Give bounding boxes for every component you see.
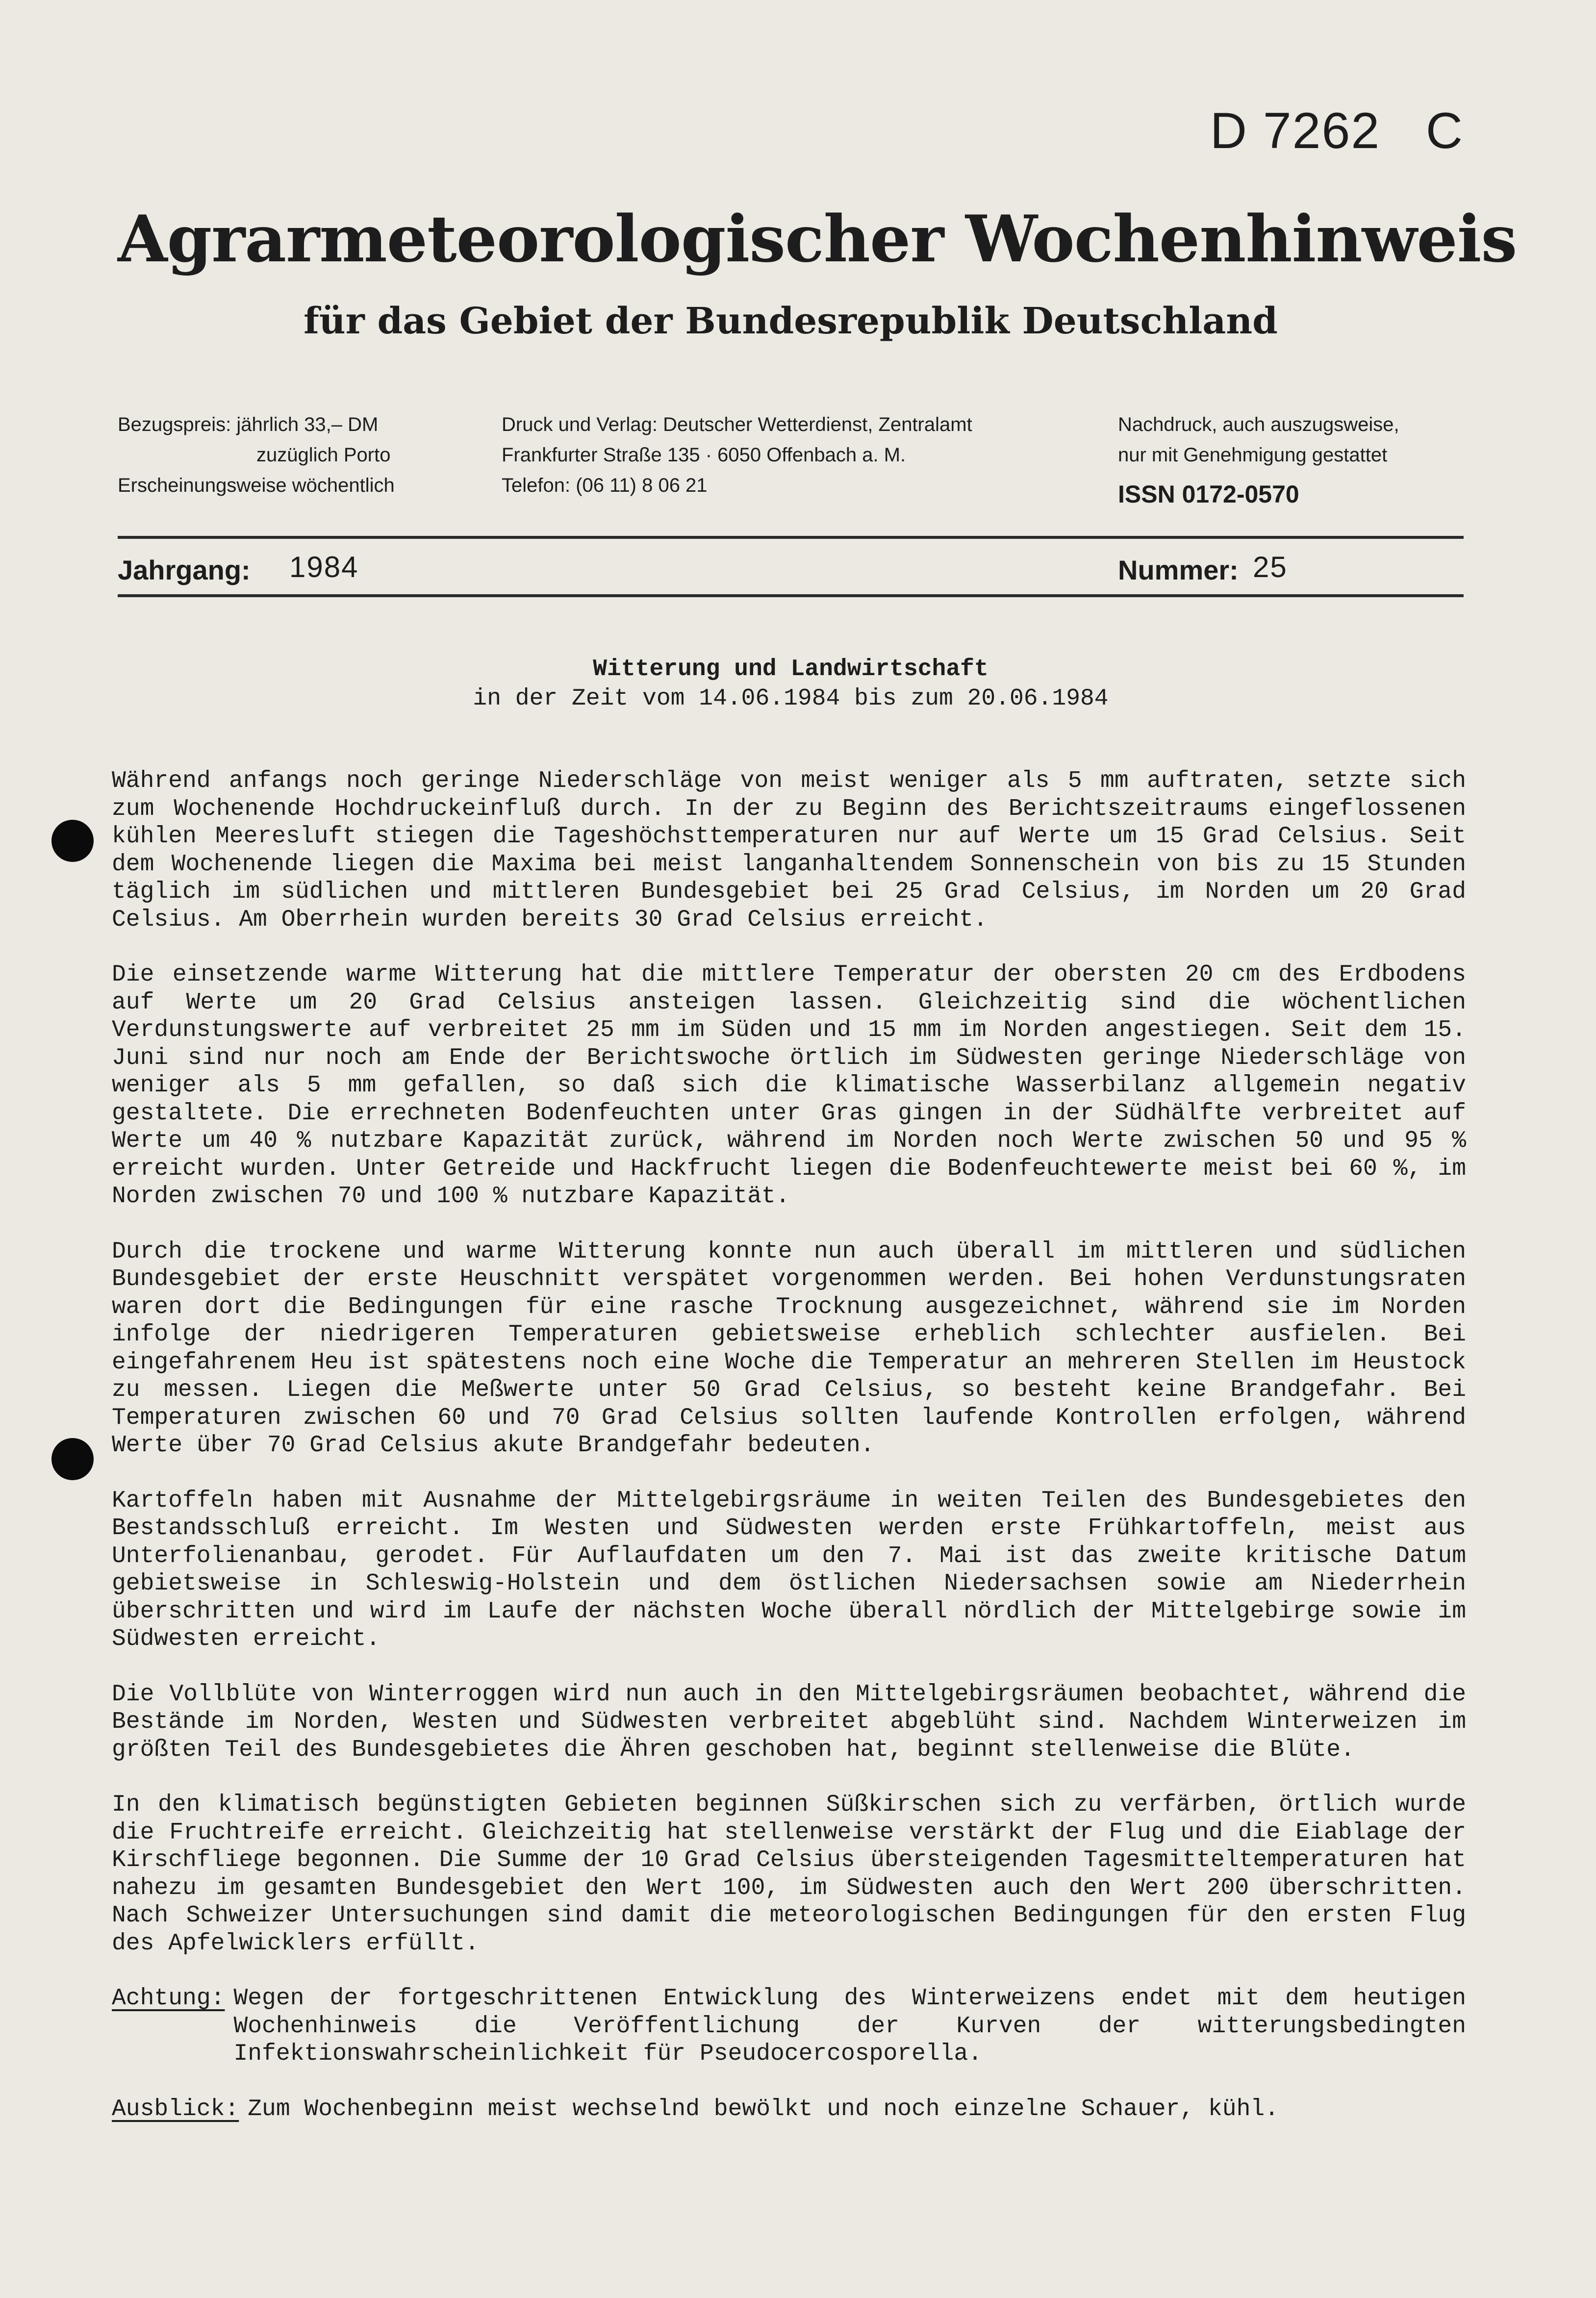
note-outlook: [112, 2096, 1466, 2123]
info-line: Druck und Verlag: Deutscher Wetterdienst, Zentralamt: [502, 414, 972, 435]
paragraph: Die einsetzende warme Witterung hat die mittlere Temperatur der obersten 20 cm des Erdbodens auf Werte um 20 Grad Celsius ansteigen lassen. Gleichzeitig sind die wöchentlichen Verdunstungswerte auf verbreitet 25 mm im Süden und 15 mm im Norden angestiegen. Seit dem 15. Juni sind nur noch am Ende der Berichtswoche örtlich im Südwesten geringe Niederschläge von weniger als 5 mm gefallen, so daß sich die klimatische Wasserbilanz allgemein negativ gestaltete. Die errechneten Bodenfeuchten unter Gras gingen in der Südhälfte verbreitet auf Werte um 40 % nutzbare Kapazität zurück, während im Norden noch Werte zwischen 50 und 95 % erreicht wurden. Unter Getreide und Hackfrucht liegen die Bodenfeuchtewerte meist bei 60 %, im Norden zwischen 70 und 100 % nutzbare Kapazität.: [112, 961, 1466, 1210]
paragraph: Während anfangs noch geringe Niederschläge von meist weniger als 5 mm auftraten, setzte sich zum Wochenende Hochdruckeinfluß durch. In der zu Beginn des Berichtszeitraums eingeflossenen kühlen Meeresluft stiegen die Tageshöchsttemperaturen nur auf Werte um 15 Grad Celsius. Seit dem Wochenende liegen die Maxima bei meist langanhaltendem Sonnenschein von bis zu 15 Stunden täglich im südlichen und mittleren Bundesgebiet bei 25 Grad Celsius, im Norden um 20 Grad Celsius. Am Oberrhein wurden bereits 30 Grad Celsius erreicht.: [112, 768, 1466, 933]
info-line: Bezugspreis: jährlich 33,– DM: [118, 414, 379, 435]
report-period: in der Zeit vom 14.06.1984 bis zum 20.06.1984: [473, 685, 1109, 712]
year-value: 1984: [289, 551, 359, 583]
year-label: Jahrgang:: [118, 555, 251, 585]
publication-title: Agrarmeteorologischer Wochenhinweis: [118, 201, 1517, 277]
note-attention: [112, 1985, 1466, 2068]
number-value: 25: [1253, 551, 1288, 583]
note-text: Zum Wochenbeginn meist wechselnd bewölkt und noch einzelne Schauer, kühl.: [248, 2096, 1279, 2122]
document-id: D 7262 C: [1210, 102, 1464, 159]
info-line: nur mit Genehmigung gestattet: [1118, 444, 1388, 466]
paragraph: Durch die trockene und warme Witterung konnte nun auch überall im mittleren und südlichen Bundesgebiet der erste Heuschnitt verspätet vorgenommen werden. Bei hohen Verdunstungsraten waren dort die Bedingungen für eine rasche Trocknung ausgezeichnet, während sie im Norden infolge der niedrigeren Temperaturen gebietsweise erheblich schlechter ausfielen. Bei eingefahrenem Heu ist spätestens noch eine Woche die Temperatur an mehreren Stellen im Heustock zu messen. Liegen die Meßwerte unter 50 Grad Celsius, so besteht keine Brandgefahr. Bei Temperaturen zwischen 60 und 70 Grad Celsius sollten laufende Kontrollen erfolgen, während Werte über 70 Grad Celsius akute Brandgefahr bedeuten.: [112, 1238, 1466, 1459]
paragraph: Die Vollblüte von Winterroggen wird nun auch in den Mittelgebirgsräumen beobachtet, während die Bestände im Norden, Westen und Südwesten verbreitet abgeblüht sind. Nachdem Winterweizen im größten Teil des Bundesgebietes die Ähren geschoben hat, beginnt stellenweise die Blüte.: [112, 1681, 1466, 1763]
report-title: Witterung und Landwirtschaft: [593, 656, 988, 682]
info-line: Erscheinungsweise wöchentlich: [118, 475, 395, 496]
number-label: Nummer:: [1118, 555, 1239, 585]
info-line: Telefon: (06 11) 8 06 21: [502, 475, 708, 496]
paragraph: In den klimatisch begünstigten Gebieten beginnen Süßkirschen sich zu verfärben, örtlich wurde die Fruchtreife erreicht. Gleichzeitig hat stellenweise verstärkt der Flug und die Eiablage der Kirschfliege begonnen. Die Summe der 10 Grad Celsius übersteigenden Tagesmitteltemperaturen hat nahezu im gesamten Bundesgebiet den Wert 100, im Südwesten auch den Wert 200 überschritten. Nach Schweizer Untersuchungen sind damit die meteorologischen Bedingungen für den ersten Flug des Apfelwicklers erfüllt.: [112, 1792, 1466, 1957]
paragraph: Kartoffeln haben mit Ausnahme der Mittelgebirgsräume in weiten Teilen des Bundesgebietes den Bestandsschluß erreicht. Im Westen und Südwesten werden erste Frühkartoffeln, meist aus Unterfolienanbau, gerodet. Für Auflaufdaten um den 7. Mai ist das zweite kritische Datum gebietsweise in Schleswig-Holstein und dem östlichen Niedersachsen sowie am Niederrhein überschritten und wird im Laufe der nächsten Woche überall nördlich der Mittelgebirge sowie im Südwesten erreicht.: [112, 1487, 1466, 1652]
header-rule-bottom: [118, 594, 1464, 597]
punch-hole: [51, 820, 94, 862]
issn: ISSN 0172-0570: [1118, 480, 1299, 508]
copyright-info: [1118, 409, 1399, 509]
header-rule-top: [118, 536, 1464, 539]
report-body: [112, 767, 1466, 2123]
publisher-info: [502, 409, 972, 501]
note-label: Ausblick:: [112, 2096, 239, 2122]
subscription-info: [118, 409, 395, 501]
punch-hole: [51, 1438, 94, 1480]
info-line: zuzüglich Porto: [256, 444, 391, 466]
publication-subtitle: für das Gebiet der Bundesrepublik Deutschland: [304, 300, 1278, 342]
note-text: Wegen der fortgeschrittenen Entwicklung des Winterweizens endet mit dem heutigen Wochenhinweis die Veröffentlichung der Kurven der witterungsbedingten Infektionswahrscheinlichkeit für Pseudocercosporella.: [233, 1985, 1466, 2067]
note-label: Achtung:: [112, 1985, 225, 2012]
info-line: Nachdruck, auch auszugsweise,: [1118, 414, 1399, 435]
info-line: Frankfurter Straße 135 · 6050 Offenbach a. M.: [502, 444, 906, 466]
